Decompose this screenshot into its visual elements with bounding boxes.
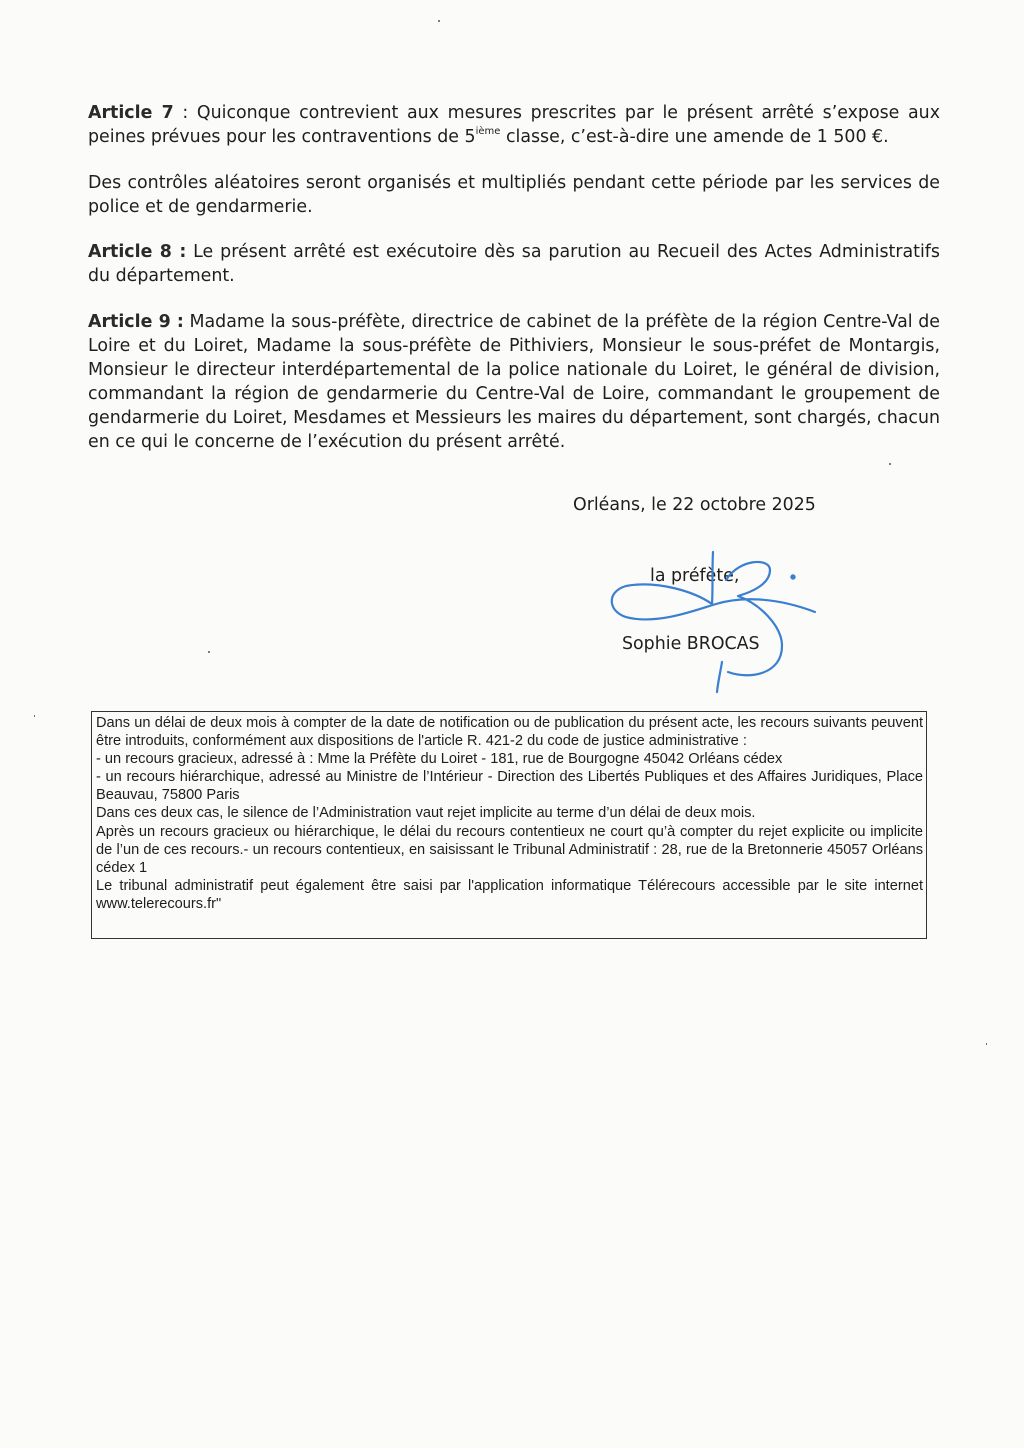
article-7-superscript: ième xyxy=(475,126,501,138)
article-9-text: Madame la sous-préfète, directrice de cabinet de la préfète de la région Centre-Val de Loire et du Loiret, Madame la sous-préfète de Pithiviers, Monsieur le sous-préfet de Montargis, Monsieur le directeur interdépartemental de la police nationale du Loiret, le général de division, commandant la région de gendarmerie du Centre-Val de Loire, commandant le groupement de gendarmerie du Loiret, Mesdames et Messieurs les maires du département, sont chargés, chacun en ce qui le concerne de l’exécution du présent arrêté. xyxy=(88,312,940,452)
article-8 xyxy=(88,240,940,288)
article-9-label: Article 9 : xyxy=(88,312,184,332)
notice-line: Le tribunal administratif peut également être saisi par l'application informatique Télérecours accessible par le site internet www.telerecours.fr" xyxy=(96,877,923,912)
article-9 xyxy=(88,310,940,454)
notice-line: Dans un délai de deux mois à compter de la date de notification ou de publication du présent acte, les recours suivants peuvent être introduits, conformément aux dispositions de l'article R. 421-2 du code de justice administrative : xyxy=(96,715,923,750)
article-7-text-end: classe, c’est-à-dire une amende de 1 500 €. xyxy=(500,127,889,147)
article-7-text: : Quiconque contrevient aux mesures prescrites par le présent arrêté s’expose aux peines prévues pour les contraventions de 5 xyxy=(88,103,941,147)
controls-paragraph: Des contrôles aléatoires seront organisés et multipliés pendant cette période par les services de police et de gendarmerie. xyxy=(88,173,940,217)
article-7-label: Article 7 xyxy=(88,103,174,123)
article-8-label: Article 8 : xyxy=(88,242,187,262)
scan-speck xyxy=(208,651,210,653)
notice-line: - un recours gracieux, adressé à : Mme la Préfète du Loiret - 181, rue de Bourgogne 45042 Orléans cédex xyxy=(96,751,783,768)
scan-speck xyxy=(438,20,440,22)
scan-speck xyxy=(889,463,891,465)
scan-speck xyxy=(986,1043,987,1045)
article-7 xyxy=(88,101,940,149)
article-8-text: Le présent arrêté est exécutoire dès sa parution au Recueil des Actes Administratifs du département. xyxy=(88,242,940,286)
place-date: Orléans, le 22 octobre 2025 xyxy=(573,495,816,515)
scan-speck xyxy=(34,715,35,717)
handwritten-signature xyxy=(600,540,830,710)
notice-line: Dans ces deux cas, le silence de l’Administration vaut rejet implicite au terme d’un délai de deux mois. xyxy=(96,805,756,822)
signatory-name: Sophie BROCAS xyxy=(622,634,760,654)
signatory-title: la préfète, xyxy=(650,566,740,586)
notice-line: Après un recours gracieux ou hiérarchique, le délai du recours contentieux ne court qu’à compter du rejet explicite ou implicite de l’un de ces recours.- un recours contentieux, en saisissant le Tribunal Administratif : 28, rue de la Bretonnerie 45057 Orléans cédex 1 xyxy=(96,823,923,876)
notice-line: - un recours hiérarchique, adressé au Ministre de l’Intérieur - Direction des Libertés Publiques et des Affaires Juridiques, Place Beauvau, 75800 Paris xyxy=(96,769,923,804)
appeal-notice-box xyxy=(91,711,927,939)
